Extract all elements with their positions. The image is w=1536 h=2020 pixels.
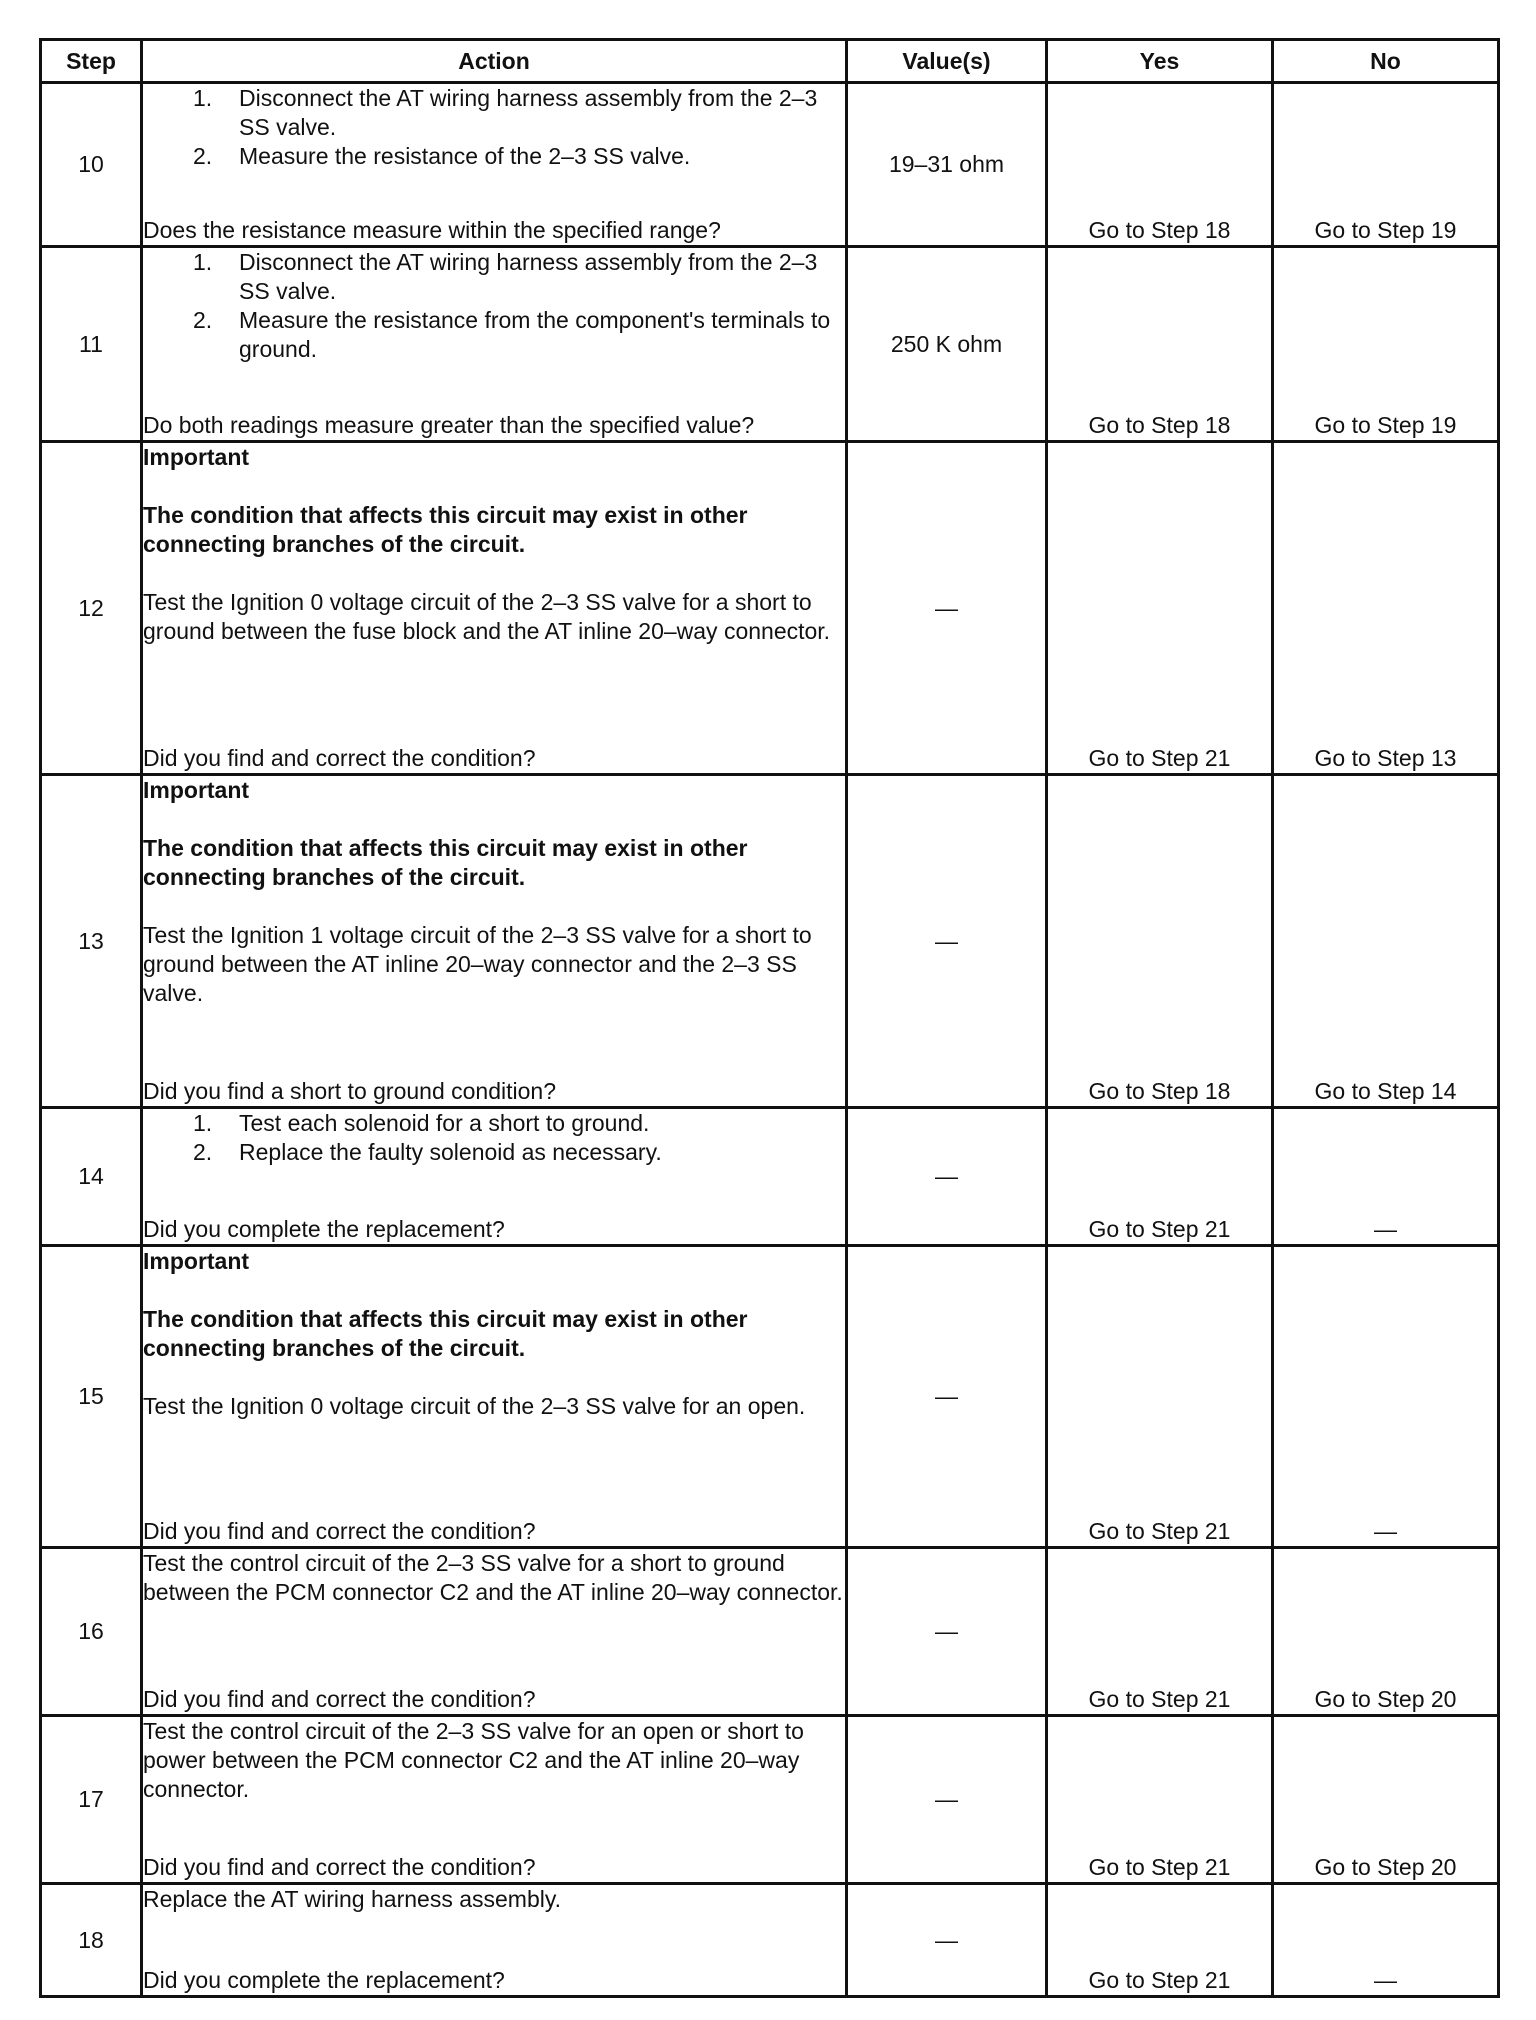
step-item-text: Test each solenoid for a short to ground. bbox=[239, 1110, 650, 1136]
step-item-text: Measure the resistance of the 2–3 SS valve. bbox=[239, 143, 691, 169]
instruction-text: Test the Ignition 0 voltage circuit of the 2–3 SS valve for a short to ground between the fuse block and the AT inline 20–way connector. bbox=[143, 589, 831, 644]
spacer bbox=[143, 892, 845, 921]
action-content bbox=[143, 776, 845, 1106]
no-cell: Go to Step 19 bbox=[1273, 83, 1499, 247]
diagnostic-table bbox=[39, 38, 1500, 1998]
table-row bbox=[41, 83, 1499, 247]
spacer bbox=[143, 472, 845, 501]
action-cell bbox=[142, 1108, 847, 1246]
question-text: Did you find and correct the condition? bbox=[143, 745, 536, 771]
spacer bbox=[143, 1276, 845, 1305]
action-content bbox=[143, 248, 845, 440]
step-number: 2. bbox=[193, 1139, 213, 1165]
important-note: The condition that affects this circuit may exist in other connecting branches of the circuit. bbox=[143, 1306, 748, 1361]
action-cell bbox=[142, 1716, 847, 1884]
spacer bbox=[143, 559, 845, 588]
step-number: 1. bbox=[193, 249, 213, 275]
no-cell: — bbox=[1273, 1108, 1499, 1246]
no-cell: Go to Step 20 bbox=[1273, 1548, 1499, 1716]
step-item-text: Replace the faulty solenoid as necessary. bbox=[239, 1139, 662, 1165]
step-number: 1. bbox=[193, 1110, 213, 1136]
step-number: 2. bbox=[193, 143, 213, 169]
question-text: Did you find a short to ground condition? bbox=[143, 1078, 556, 1104]
yes-cell: Go to Step 18 bbox=[1047, 247, 1273, 442]
action-content bbox=[143, 84, 845, 245]
header-step: Step bbox=[41, 40, 142, 83]
step-item bbox=[143, 84, 845, 142]
action-content bbox=[143, 1247, 845, 1546]
yes-cell: Go to Step 21 bbox=[1047, 442, 1273, 775]
value-cell: — bbox=[847, 1108, 1047, 1246]
instruction-text: Test the control circuit of the 2–3 SS valve for an open or short to power between the PCM connector C2 and the AT inline 20–way connector. bbox=[143, 1718, 804, 1802]
step-cell: 17 bbox=[41, 1716, 142, 1884]
step-cell: 18 bbox=[41, 1884, 142, 1997]
step-cell: 14 bbox=[41, 1108, 142, 1246]
value-cell: — bbox=[847, 1548, 1047, 1716]
no-cell: Go to Step 19 bbox=[1273, 247, 1499, 442]
important-label: Important bbox=[143, 777, 250, 803]
important-label: Important bbox=[143, 1248, 250, 1274]
value-cell: — bbox=[847, 1884, 1047, 1997]
action-cell bbox=[142, 1548, 847, 1716]
table-row bbox=[41, 1548, 1499, 1716]
value-cell: — bbox=[847, 775, 1047, 1108]
table-row bbox=[41, 247, 1499, 442]
step-item bbox=[143, 248, 845, 306]
important-note: The condition that affects this circuit may exist in other connecting branches of the circuit. bbox=[143, 835, 748, 890]
numbered-steps bbox=[143, 84, 845, 171]
yes-cell: Go to Step 18 bbox=[1047, 775, 1273, 1108]
step-item-text: Disconnect the AT wiring harness assembly from the 2–3 SS valve. bbox=[239, 249, 818, 304]
yes-cell: Go to Step 21 bbox=[1047, 1548, 1273, 1716]
action-content bbox=[143, 443, 845, 773]
no-cell: — bbox=[1273, 1246, 1499, 1548]
value-cell: — bbox=[847, 442, 1047, 775]
spacer bbox=[143, 805, 845, 834]
value-cell: 19–31 ohm bbox=[847, 83, 1047, 247]
instruction-text: Test the control circuit of the 2–3 SS valve for a short to ground between the PCM connector C2 and the AT inline 20–way connector. bbox=[143, 1550, 843, 1605]
action-cell bbox=[142, 1246, 847, 1548]
action-cell bbox=[142, 775, 847, 1108]
step-cell: 10 bbox=[41, 83, 142, 247]
numbered-steps bbox=[143, 1109, 845, 1167]
question-text: Did you complete the replacement? bbox=[143, 1967, 505, 1993]
step-cell: 13 bbox=[41, 775, 142, 1108]
instruction-text: Replace the AT wiring harness assembly. bbox=[143, 1886, 562, 1912]
table-row bbox=[41, 1108, 1499, 1246]
yes-cell: Go to Step 18 bbox=[1047, 83, 1273, 247]
question-text: Do both readings measure greater than the specified value? bbox=[143, 412, 755, 438]
value-cell: — bbox=[847, 1246, 1047, 1548]
action-cell bbox=[142, 442, 847, 775]
action-cell bbox=[142, 1884, 847, 1997]
header-action: Action bbox=[142, 40, 847, 83]
table-row bbox=[41, 1884, 1499, 1997]
spacer bbox=[143, 1363, 845, 1392]
step-item bbox=[143, 142, 845, 171]
step-item bbox=[143, 1138, 845, 1167]
question-text: Did you find and correct the condition? bbox=[143, 1518, 536, 1544]
value-cell: 250 K ohm bbox=[847, 247, 1047, 442]
table-row bbox=[41, 1246, 1499, 1548]
step-cell: 15 bbox=[41, 1246, 142, 1548]
important-note: The condition that affects this circuit may exist in other connecting branches of the circuit. bbox=[143, 502, 748, 557]
no-cell: Go to Step 13 bbox=[1273, 442, 1499, 775]
header-no: No bbox=[1273, 40, 1499, 83]
step-item bbox=[143, 1109, 845, 1138]
yes-cell: Go to Step 21 bbox=[1047, 1246, 1273, 1548]
step-item bbox=[143, 306, 845, 364]
table-row bbox=[41, 442, 1499, 775]
question-text: Did you find and correct the condition? bbox=[143, 1686, 536, 1712]
step-number: 1. bbox=[193, 85, 213, 111]
value-cell: — bbox=[847, 1716, 1047, 1884]
no-cell: — bbox=[1273, 1884, 1499, 1997]
action-content bbox=[143, 1109, 845, 1244]
table-row bbox=[41, 775, 1499, 1108]
action-content bbox=[143, 1717, 845, 1882]
action-cell bbox=[142, 83, 847, 247]
step-cell: 16 bbox=[41, 1548, 142, 1716]
step-cell: 12 bbox=[41, 442, 142, 775]
step-item-text: Disconnect the AT wiring harness assembly from the 2–3 SS valve. bbox=[239, 85, 818, 140]
important-label: Important bbox=[143, 444, 250, 470]
action-content bbox=[143, 1885, 845, 1995]
action-content bbox=[143, 1549, 845, 1714]
no-cell: Go to Step 14 bbox=[1273, 775, 1499, 1108]
yes-cell: Go to Step 21 bbox=[1047, 1108, 1273, 1246]
yes-cell: Go to Step 21 bbox=[1047, 1884, 1273, 1997]
action-cell bbox=[142, 247, 847, 442]
table-row bbox=[41, 1716, 1499, 1884]
yes-cell: Go to Step 21 bbox=[1047, 1716, 1273, 1884]
step-number: 2. bbox=[193, 307, 213, 333]
step-cell: 11 bbox=[41, 247, 142, 442]
question-text: Did you find and correct the condition? bbox=[143, 1854, 536, 1880]
header-row bbox=[41, 40, 1499, 83]
header-yes: Yes bbox=[1047, 40, 1273, 83]
question-text: Does the resistance measure within the specified range? bbox=[143, 217, 721, 243]
numbered-steps bbox=[143, 248, 845, 364]
no-cell: Go to Step 20 bbox=[1273, 1716, 1499, 1884]
header-values: Value(s) bbox=[847, 40, 1047, 83]
step-item-text: Measure the resistance from the component's terminals to ground. bbox=[239, 307, 831, 362]
instruction-text: Test the Ignition 1 voltage circuit of the 2–3 SS valve for a short to ground between the AT inline 20–way connector and the 2–3 SS valve. bbox=[143, 922, 812, 1006]
instruction-text: Test the Ignition 0 voltage circuit of the 2–3 SS valve for an open. bbox=[143, 1393, 806, 1419]
question-text: Did you complete the replacement? bbox=[143, 1216, 505, 1242]
